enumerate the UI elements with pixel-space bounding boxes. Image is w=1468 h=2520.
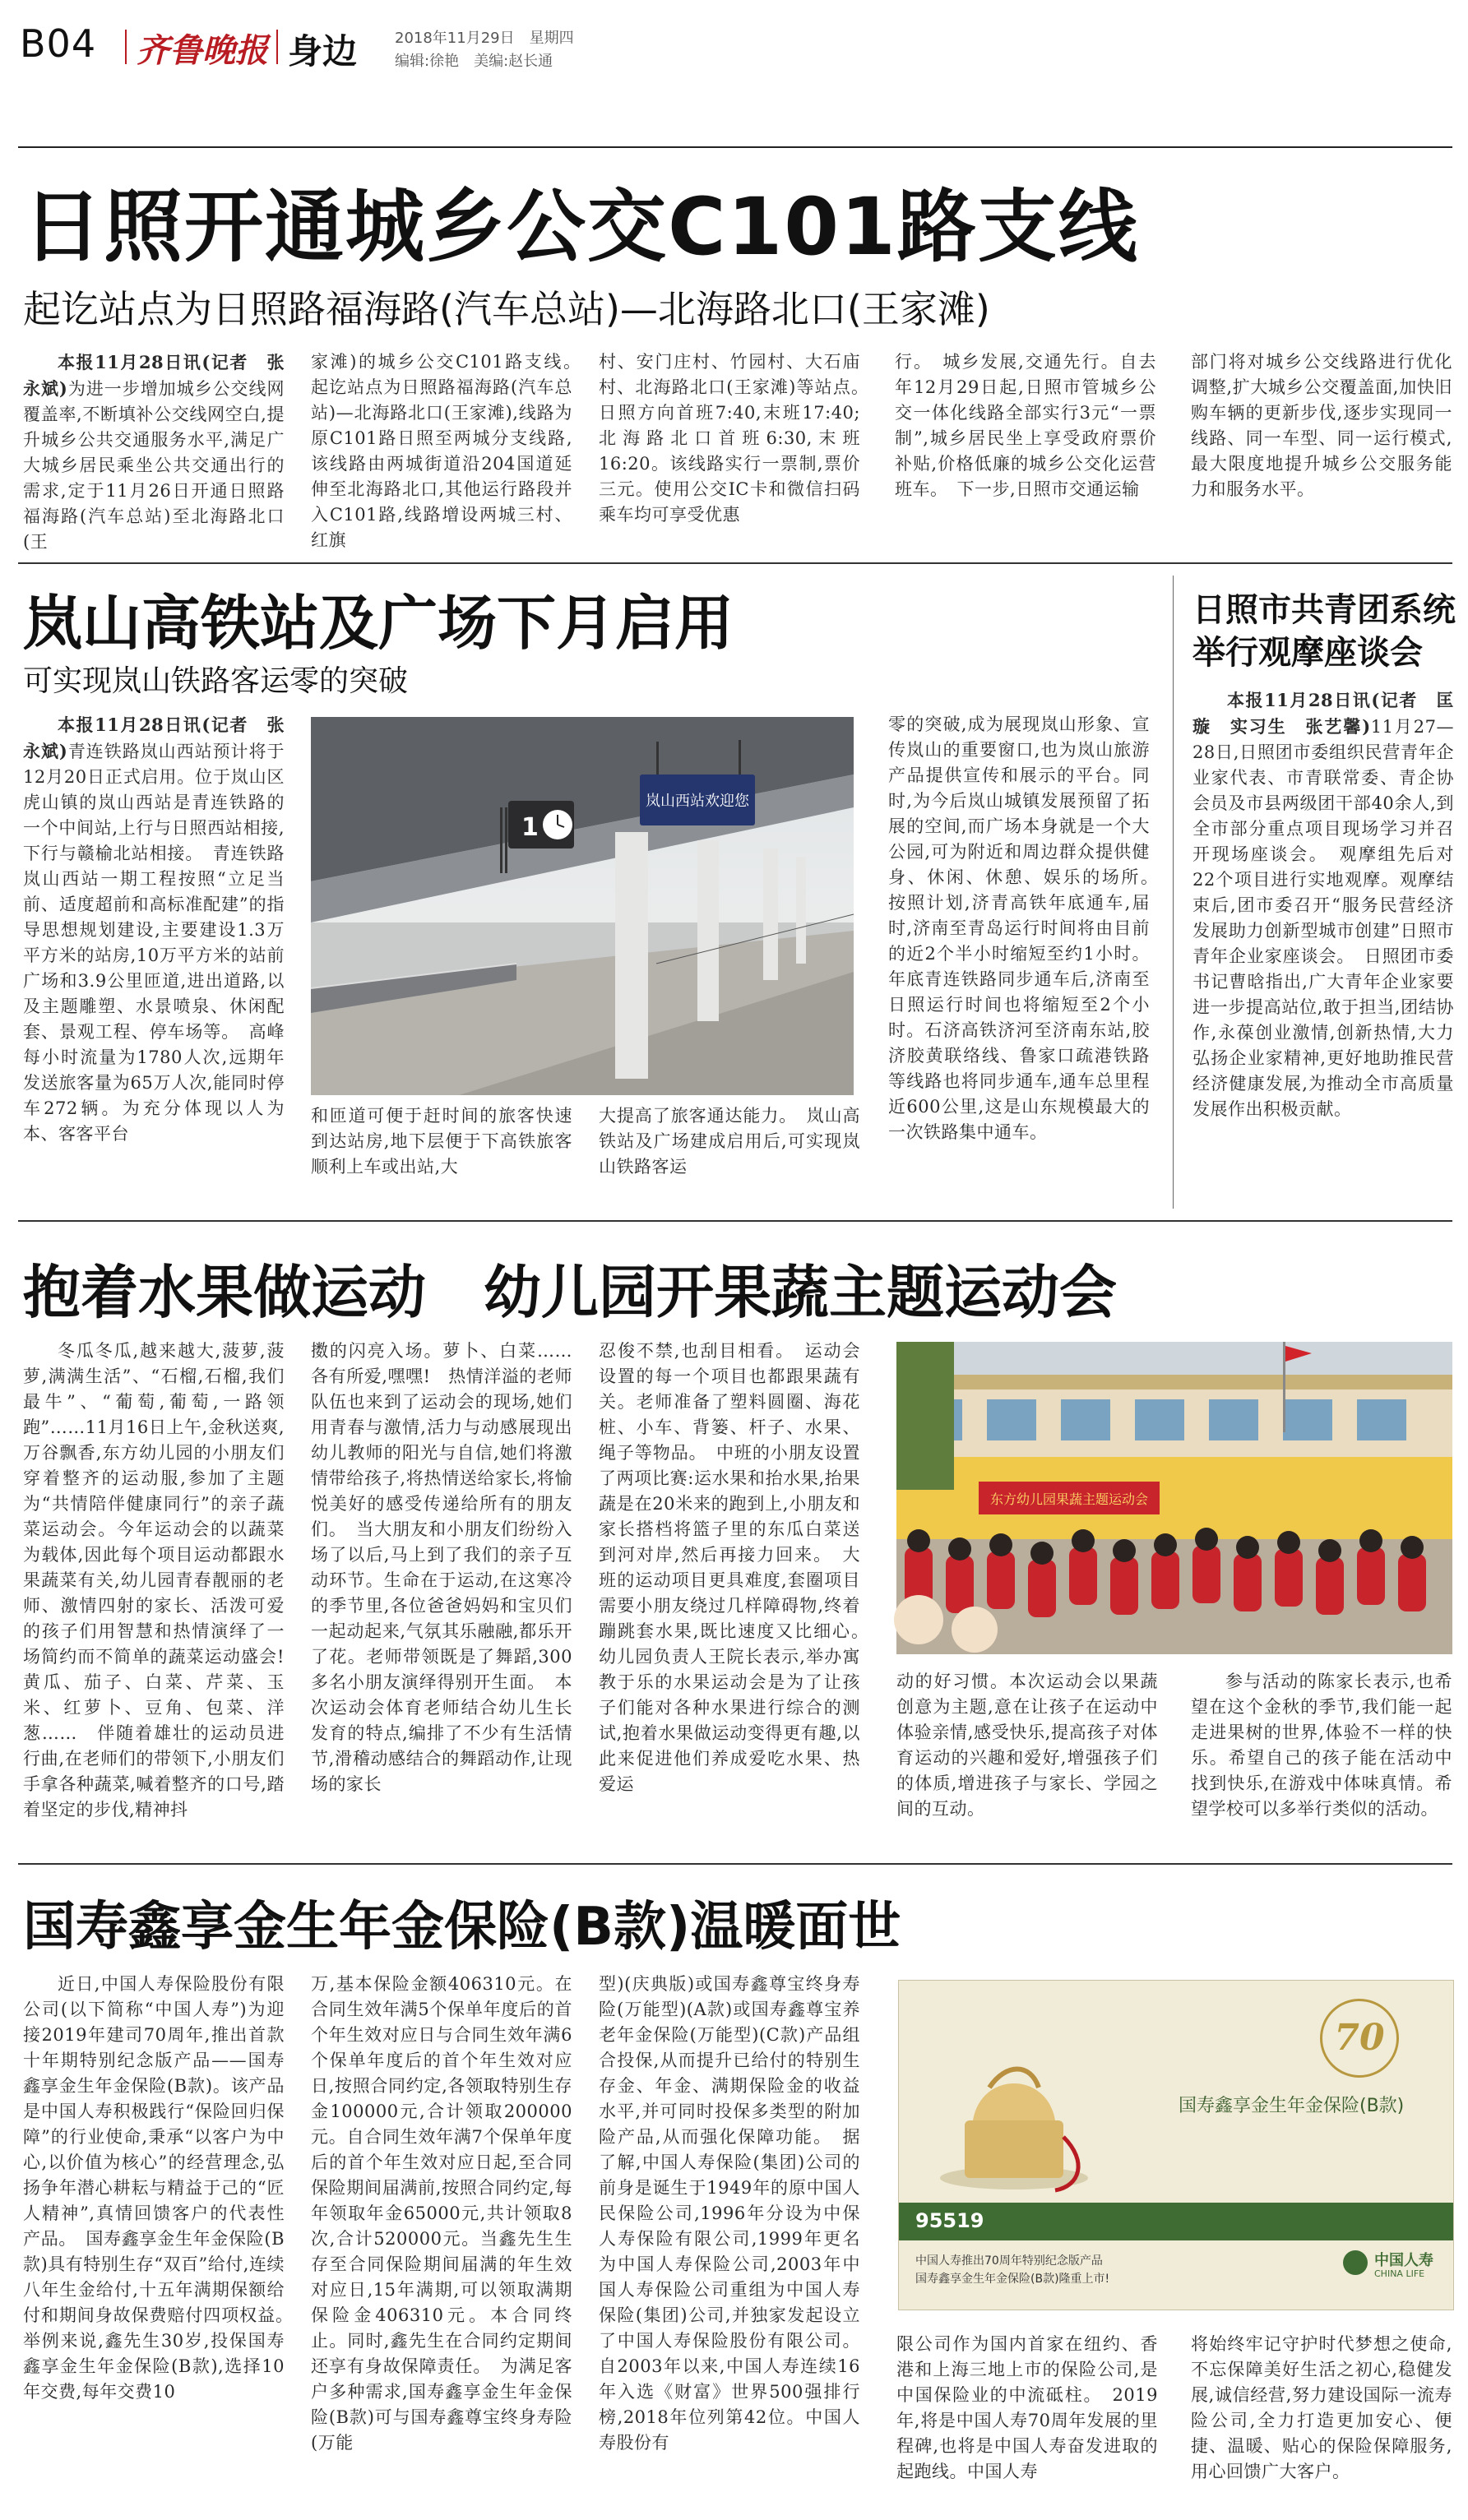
- article3-col-2: [311, 1339, 572, 1848]
- issue-date: 2018年11月29日 星期四: [395, 30, 574, 47]
- masthead-divider: [276, 30, 278, 64]
- article1-subhead: 起讫站点为日照路福海路(汽车总站)—北海路北口(王家滩): [23, 287, 990, 331]
- article1-headline: 日照开通城乡公交C101路支线: [23, 181, 1139, 273]
- china-life-logo-cn: 中国人寿: [1374, 2252, 1433, 2269]
- article2-text: 零的突破,成为展现岚山形象、宣传岚山的重要窗口,也为岚山旅游产品提供宣传和展示的平台。同时,为今后岚山城镇发展预留了拓展的空间,而广场本身就是一个大公园,可为附近和周边群众提供健身、休闲、休憩、娱乐的场所。 按照计划,济青高铁年底通车,届时,济南至青岛运行时间将由目前的近2个半小时缩短至约1小时。年底青连铁路同步通车后,济南至日照运行时间也将缩短至2个小时。石济高铁济河至济南东站,胶济胶黄联络线、鲁家口疏港铁路等线路也将同步通车,通车总里程近600公里,这是山东规模最大的一次铁路集中通车。: [888, 714, 1168, 1142]
- kindergarten-banner-text: 东方幼儿园果蔬主题运动会: [989, 1491, 1149, 1507]
- article3-col-4: [896, 1669, 1158, 1848]
- article3-col-3: [599, 1339, 878, 1848]
- platform-number: 1: [521, 813, 539, 842]
- article2-col-3: [599, 1103, 860, 1205]
- article1-text: 家滩)的城乡公交C101路支线。 起讫站点为日照路福海路(汽车总站)—北海路北口(王家滩),线路为原C101路日照至两城分支线路,该线路由两城街道沿204国道延伸至北海路北口,其他运行路段并入C101路,线路增设两城三村、红旗: [311, 352, 590, 550]
- article3-col-1: [23, 1339, 285, 1848]
- masthead-divider: [125, 30, 127, 64]
- hotline-number: 95519: [915, 2209, 984, 2232]
- paper-name-logo: 齐鲁晚报: [137, 31, 268, 70]
- section-divider: [18, 1863, 1452, 1865]
- article4-text: 近日,中国人寿保险股份有限公司(以下简称“中国人寿”)为迎接2019年建司70周年,推出首款十年期特别纪念版产品——国寿鑫享金生年金保险(B款)。该产品是中国人寿积极践行“保险回归保障”的行业使命,秉承“以客户为中心,以价值为核心”的经营理念,弘扬争年潜心耕耘与精益于己的“匠人精神”,真情回馈客户的代表性产品。 国寿鑫享金生年金保险(B款)具有特别生存“双百”给付,连续八年生金给付,十五年满期保额给付和期间身故保费赔付四项权益。 举例来说,鑫先生30岁,投保国寿鑫享金生年金保险(B款),选择10年交费,每年交费10: [23, 1974, 303, 2402]
- article4-col-4: [896, 2332, 1158, 2506]
- product-name: 国寿鑫享金生年金保险(B款): [1179, 2096, 1405, 2116]
- article2-col-1: [23, 712, 285, 1205]
- section-divider: [18, 562, 1452, 564]
- article1-text: 村、安门庄村、竹园村、大石庙村、北海路北口(王家滩)等站点。 日照方向首班7:40,末班17:40;北海路北口首班6:30,末班16:20。该线路实行一票制,票价三元。使用公交IC卡和微信扫码乘车均可享受优惠: [599, 352, 878, 525]
- station-sign-text: 岚山西站欢迎您: [646, 793, 749, 810]
- anniversary-badge: [1320, 1999, 1399, 2078]
- article1-text: 为进一步增加城乡公交线网覆盖率,不断填补公交线网空白,提升城乡公共交通服务水平,满足广大城乡居民乘坐公共交通出行的需求,定于11月26日开通日照路福海路(汽车总站)至北海路北口(王: [23, 379, 285, 552]
- article3-headline: 抱着水果做运动 幼儿园开果蔬主题运动会: [23, 1259, 1117, 1326]
- sidebar-dateline: 本报11月28日讯(记者 匡璇 实习生 张艺馨): [1192, 690, 1454, 737]
- article3-text: 忍俊不禁,也刮目相看。 运动会设置的每一个项目也都跟果蔬有关。老师准备了塑料圆圈、海花桩、小车、背篓、杆子、水果、绳子等物品。 中班的小朋友设置了两项比赛:运水果和抬水果,抬果蔬是在20米来的跑到上,小朋友和家长搭档将篮子里的东瓜白菜送到河对岸,然后再接力回来。 大班的运动项目更具难度,套圈项目需要小朋友绕过几样障碍物,终着蹦跳套水果,既比速度又比细心。 幼儿园负责人王院长表示,举办寓教于乐的水果运动会是为了让孩子们能对各种水果进行综合的测试,抱着水果做运动变得更有趣,以此来促进他们养成爱吃水果、热爱运: [599, 1341, 878, 1794]
- article4-col-2: [311, 1972, 572, 2506]
- article2-col-2: [311, 1103, 572, 1205]
- insurance-ad: [898, 1980, 1454, 2310]
- article2-dateline: 本报11月28日讯(记者 张永斌): [23, 714, 285, 761]
- sidebar-text: 11月27—28日,日照团市委组织民营青年企业家代表、市青联常委、青企协会员及市县两级团干部40余人,到全市部分重点项目现场学习并召开现场座谈会。 观摩组先后对22个项目进行实地观摩。观摩结束后,团市委召开“服务民营经济发展助力创新型城市创建”日照市青年企业家座谈会。 日照团市委书记曹晗指出,广大青年企业家要进一步提高站位,敢于担当,团结协作,永葆创业激情,创新热情,大力弘扬企业家精神,更好地助推民营经济健康发展,为推动全市高质量发展作出积极贡献。: [1192, 717, 1455, 1119]
- article1-text: 行。 城乡发展,交通先行。自去年12月29日起,日照市管城乡公交一体化线路全部实行3元“一票制”,城乡居民坐上享受政府票价补贴,价格低廉的城乡公交化运营班车。 下一步,日照市交通运输: [895, 352, 1156, 499]
- article4-headline: 国寿鑫享金生年金保险(B款)温暖面世: [23, 1897, 901, 1958]
- sidebar-headline-line1: 日照市共青团系统: [1192, 591, 1456, 629]
- article3-col-5: [1191, 1669, 1452, 1848]
- article2-subhead: 可实现岚山铁路客运零的突破: [23, 664, 409, 698]
- section-divider: [18, 1220, 1452, 1222]
- article4-text: 将始终牢记守护时代梦想之使命,不忘保障美好生活之初心,稳健发展,诚信经营,努力建设国际一流寿险公司,全力打造更加安心、便捷、温暖、贴心的保险保障服务,用心回馈广大客户。: [1191, 2334, 1452, 2481]
- article1-col-3: [599, 349, 878, 555]
- article2-col-4: [888, 712, 1168, 1205]
- ad-footer-line2: 国寿鑫享金生年金保险(B款)隆重上市!: [915, 2273, 1110, 2286]
- anniversary-number: 70: [1334, 2017, 1385, 2059]
- article1-col-1: [23, 349, 285, 555]
- sidebar-headline-line2: 举行观摩座谈会: [1192, 634, 1423, 672]
- article4-text: 型)(庆典版)或国寿鑫尊宝终身寿险(万能型)(A款)或国寿鑫尊宝养老年金保险(万能型)(C款)产品组合投保,从而提升已给付的特别生存金、年金、满期保险金的收益水平,并可同时投保多类型的附加险产品,从而强化保障功能。 据了解,中国人寿保险(集团)公司的前身是诞生于1949年的原中国人民保险公司,1996年分设为中保人寿保险有限公司,1999年更名为中国人寿保险公司,2003年中国人寿保险公司重组为中国人寿保险(集团)公司,并独家发起设立了中国人寿保险股份有限公司。自2003年以来,中国人寿连续16年入选《财富》世界500强排行榜,2018年位列第42位。中国人寿股份有: [599, 1974, 860, 2453]
- article4-text: 限公司作为国内首家在纽约、香港和上海三地上市的保险公司,是中国保险业的中流砥柱。 2019年,将是中国人寿70周年发展的里程碑,也将是中国人寿奋发进取的起跑线。中国人寿: [896, 2334, 1158, 2481]
- article1-col-2: [311, 349, 590, 555]
- article4-col-1: [23, 1972, 303, 2506]
- section-name: 身边: [288, 31, 358, 72]
- kindergarten-photo: [896, 1342, 1452, 1654]
- china-life-logo-icon: [1343, 2250, 1368, 2275]
- article1-text: 部门将对城乡公交线路进行优化调整,扩大城乡公交覆盖面,加快旧购车辆的更新步伐,逐步实现同一线路、同一车型、同一运行模式,最大限度地提升城乡公交服务能力和服务水平。: [1191, 352, 1452, 499]
- kindergarten-photo-image: [896, 1342, 1452, 1654]
- article3-text: 参与活动的陈家长表示,也希望在这个金秋的季节,我们能一起走进果树的世界,体验不一样的快乐。希望自己的孩子能在活动中找到快乐,在游戏中体味真情。希望学校可以多举行类似的活动。: [1191, 1672, 1452, 1819]
- station-photo-image: [311, 717, 854, 1095]
- article1-col-4: [895, 349, 1156, 555]
- editors-credit: 编辑:徐艳 美编:赵长通: [395, 53, 553, 70]
- jade-seal-image: [932, 2038, 1096, 2194]
- masthead: [0, 0, 1468, 82]
- masthead-rule: [18, 146, 1452, 148]
- sidebar-body: [1192, 687, 1454, 1205]
- article2-headline: 岚山高铁站及广场下月启用: [23, 589, 734, 658]
- article4-text: 万,基本保险金额406310元。在合同生效年满5个保单年度后的首个年生效对应日与合同生效年满6个保单年度后的首个年生效对应日,按照合同约定,各领取特别生存金100000元,合计领取200000元。自合同生效年满7个保单年度后的首个年生效对应日起,至合同保险期间届满前,按照合同约定,每年领取年金65000元,共计领取8次,合计520000元。当鑫先生生存至合同保险期间届满的年生效对应日,15年满期,可以领取满期保险金406310元。本合同终止。同时,鑫先生在合同约定期间还享有身故保障责任。 为满足客户多种需求,国寿鑫享金生年金保险(B款)可与国寿鑫尊宝终身寿险(万能: [311, 1974, 572, 2453]
- article4-col-3: [599, 1972, 860, 2506]
- article2-text: 和匝道可便于赶时间的旅客快速到达站房,地下层便于下高铁旅客顺利上车或出站,大: [311, 1106, 572, 1177]
- article3-text: 冬瓜冬瓜,越来越大,菠萝,菠萝,满满生活”、“石榴,石榴,我们最牛”、“葡萄,葡萄,一路领跑”……11月16日上午,金秋送爽,万谷飘香,东方幼儿园的小朋友们穿着整齐的运动服,参加了主题为“共情陪伴健康同行”的亲子蔬菜运动会。今年运动会的以蔬菜为载体,因此每个项目运动都跟水果蔬菜有关,幼儿园青春靓丽的老师、激情四射的家长、活泼可爱的孩子们用智慧和热情演绎了一场简约而不简单的蔬菜运动盛会!黄瓜、茄子、白菜、芹菜、玉米、红萝卜、豆角、包菜、洋葱…… 伴随着雄壮的运动员进行曲,在老师们的带领下,小朋友们手拿各种蔬菜,喊着整齐的口号,踏着坚定的步伐,精神抖: [23, 1341, 285, 1819]
- article3-text: 动的好习惯。本次运动会以果蔬创意为主题,意在让孩子在运动中体验亲情,感受快乐,提高孩子对体育运动的兴趣和爱好,增强孩子们的体质,增进孩子与家长、学园之间的互动。: [896, 1672, 1158, 1819]
- article2-text: 青连铁路岚山西站预计将于12月20日正式启用。位于岚山区虎山镇的岚山西站是青连铁路的一个中间站,上行与日照西站相接,下行与赣榆北站相接。 青连铁路岚山西站一期工程按照“立足当前、适度超前和高标准配建”的指导思想规划建设,主要建设1.3万平方米的站房,10万平方米的站前广场和3.9公里匝道,进出道路,以及主题雕塑、水景喷泉、休闲配套、景观工程、停车场等。 高峰每小时流量为1780人次,远期年发送旅客量为65万人次,能同时停车272辆。为充分体现以人为本、客客平台: [23, 742, 285, 1144]
- china-life-logo-en: CHINA LIFE: [1374, 2268, 1425, 2279]
- article3-text: 擞的闪亮入场。萝卜、白菜……各有所爱,嘿嘿! 热情洋溢的老师队伍也来到了运动会的现场,她们用青春与激情,活力与动感展现出幼儿教师的阳光与自信,她们将激情带给孩子,将热情送给家长,将愉悦美好的感受传递给所有的朋友们。 当大朋友和小朋友们纷纷入场了以后,马上到了我们的亲子互动环节。生命在于运动,在这寒冷的季节里,各位爸爸妈妈和宝贝们一起动起来,气氛其乐融融,都乐开了花。老师带领既是了舞蹈,300多名小朋友演绎得别开生面。 本次运动会体育老师结合幼儿生长发育的特点,编排了不少有生活情节,滑稽动感结合的舞蹈动作,让现场的家长: [311, 1341, 572, 1794]
- ad-footer-line1: 中国人寿推出70周年特别纪念版产品: [915, 2254, 1103, 2268]
- article4-col-5: [1191, 2332, 1452, 2506]
- article1-dateline: 本报11月28日讯(记者 张永斌): [23, 352, 285, 399]
- station-photo: [311, 717, 854, 1095]
- article1-col-5: [1191, 349, 1452, 555]
- page-number: B04: [20, 21, 97, 66]
- article2-text: 大提高了旅客通达能力。 岚山高铁站及广场建成启用后,可实现岚山铁路客运: [599, 1106, 860, 1177]
- column-divider: [1173, 576, 1174, 1209]
